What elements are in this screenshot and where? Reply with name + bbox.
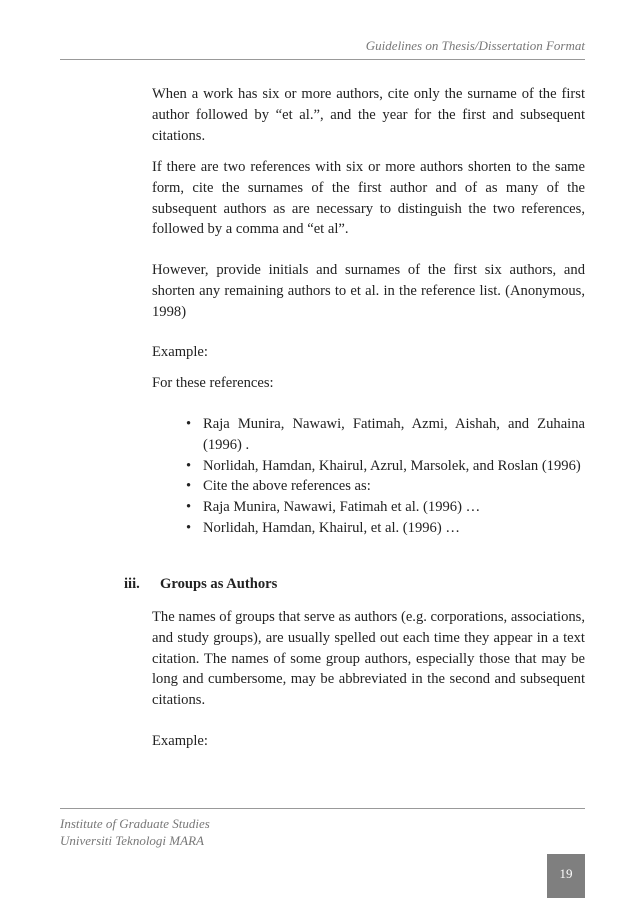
list-item: [183, 456, 585, 477]
bullet-icon: •: [186, 499, 192, 516]
list-item: [183, 476, 585, 497]
reference-bullet-list: [183, 414, 585, 539]
section-title: Groups as Authors: [160, 576, 278, 592]
example-label-2: Example:: [152, 733, 208, 749]
list-item-text: Cite the above references as:: [203, 478, 371, 495]
bullet-icon: •: [186, 519, 192, 536]
footer-institute: Institute of Graduate Studies: [60, 816, 210, 831]
paragraph-two-references: If there are two references with six or more authors shorten to the same form, cite the surnames of the first author and of as many of the subsequent authors as are necessary to distinguish the two references, followed by a comma and “et al”.: [152, 159, 585, 238]
list-item: [183, 518, 585, 539]
bullet-icon: •: [186, 478, 192, 495]
list-item-text: Raja Munira, Nawawi, Fatimah, Azmi, Aishah, and Zuhaina (1996) .: [203, 416, 585, 453]
for-these-references: For these references:: [152, 375, 274, 391]
list-item: [183, 497, 585, 518]
paragraph-reference-list: However, provide initials and surnames of the first six authors, and shorten any remaining authors to et al. in the reference list. (Anonymous, 1998): [152, 262, 585, 320]
list-item-text: Norlidah, Hamdan, Khairul, et al. (1996) …: [203, 519, 460, 536]
list-item: [183, 414, 585, 456]
bullet-icon: •: [186, 416, 192, 432]
section-number: iii.: [124, 576, 140, 592]
list-item-text: Raja Munira, Nawawi, Fatimah et al. (1996) …: [203, 499, 481, 516]
paragraph-group-authors: The names of groups that serve as authors (e.g. corporations, associations, and study groups), are usually spelled out each time they appear in a text citation. The names of some group authors, especially those that may be long and cumbersome, may be abbreviated in the second and subsequent citations.: [152, 609, 585, 709]
page-number: [547, 854, 585, 898]
page-number-text: 19: [559, 866, 573, 881]
header-title: Guidelines on Thesis/Dissertation Format: [365, 38, 585, 53]
running-header: [60, 38, 585, 60]
bullet-icon: •: [186, 457, 192, 474]
footer-university: Universiti Teknologi MARA: [60, 833, 204, 848]
page-footer: [60, 808, 585, 849]
list-item-text: Norlidah, Hamdan, Khairul, Azrul, Marsolek, and Roslan (1996): [203, 457, 581, 474]
paragraph-six-authors: When a work has six or more authors, cite only the surname of the first author followed by “et al.”, and the year for the first and subsequent citations.: [152, 86, 585, 144]
example-label: Example:: [152, 344, 208, 360]
section-heading: [124, 576, 277, 593]
